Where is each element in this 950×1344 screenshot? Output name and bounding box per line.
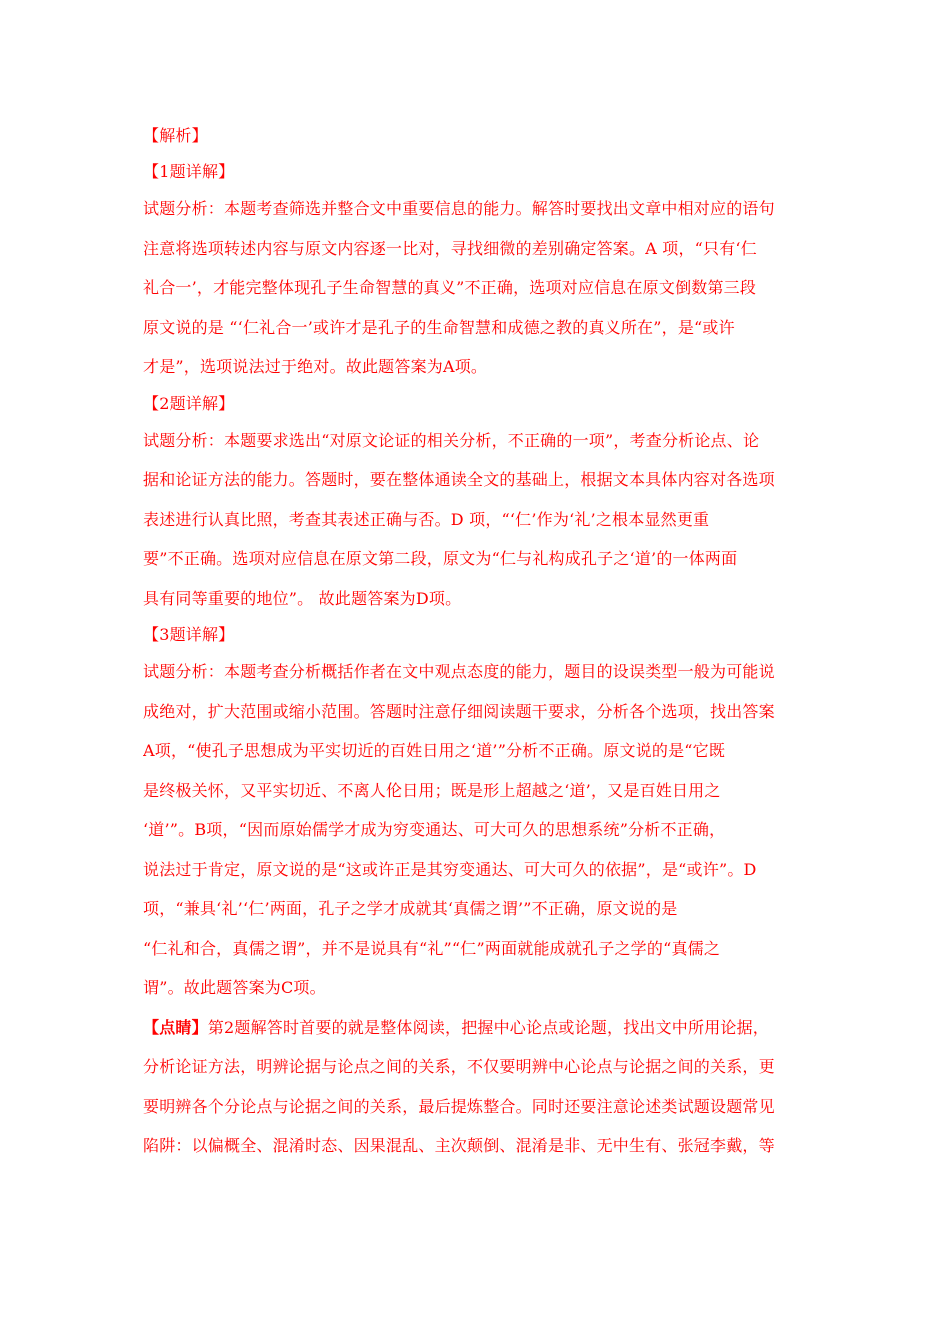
dianjing-line-3: 要明辨各个分论点与论据之间的关系，最后提炼整合。同时还要注意论述类试题设题常见 bbox=[143, 1096, 775, 1116]
q3-line-4: 是终极关怀，又平实切近、不离人伦日用；既是形上超越之‘道’，又是百姓日用之 bbox=[143, 780, 721, 800]
jiexi-heading: 【解析】 bbox=[143, 126, 208, 145]
dianjing-heading: 【点睛】 bbox=[143, 1017, 208, 1037]
q2-line-3: 表述进行认真比照，考查其表述正确与否。D 项，“‘仁’作为‘礼’之根本显然更重 bbox=[143, 509, 710, 529]
q1-line-1: 试题分析：本题考查筛选并整合文中重要信息的能力。解答时要找出文章中相对应的语句 bbox=[143, 199, 775, 218]
q2-paragraph bbox=[143, 421, 813, 619]
dianjing-paragraph bbox=[143, 1008, 813, 1166]
dianjing-line-2: 分析论证方法，明辨论据与论点之间的关系，不仅要明辨中心论点与论据之间的关系，更 bbox=[143, 1057, 775, 1076]
q2-heading: 【2题详解】 bbox=[143, 393, 235, 413]
q1-line-3: 礼合一’，才能完整体现孔子生命智慧的真义”不正确，选项对应信息在原文倒数第三段 bbox=[143, 278, 757, 297]
q1-paragraph bbox=[143, 189, 813, 387]
dianjing-line-1-text: 第2题解答时首要的就是整体阅读，把握中心论点或论题，找出文中所用论据， bbox=[207, 1017, 769, 1037]
q3-heading: 【3题详解】 bbox=[143, 625, 235, 644]
q3-line-6: 说法过于肯定，原文说的是“这或许正是其穷变通达、可大可久的依据”，是“或许”。D bbox=[143, 859, 757, 879]
document-page bbox=[143, 119, 813, 1166]
q3-paragraph bbox=[143, 652, 813, 1008]
q3-line-2: 成绝对，扩大范围或缩小范围。答题时注意仔细阅读题干要求，分析各个选项，找出答案 bbox=[143, 701, 775, 721]
q1-line-5: 才是”，选项说法过于绝对。故此题答案为A项。 bbox=[143, 357, 488, 376]
q3-line-3: A项，“使孔子思想成为平实切近的百姓日用之‘道’”分析不正确。原文说的是“它既 bbox=[143, 741, 726, 760]
q3-line-1: 试题分析：本题考查分析概括作者在文中观点态度的能力，题目的设误类型一般为可能说 bbox=[143, 662, 775, 681]
q3-line-9: 谓”。故此题答案为C项。 bbox=[143, 978, 326, 997]
q2-line-5: 具有同等重要的地位”。 故此题答案为D项。 bbox=[143, 588, 462, 608]
q3-line-8: “仁礼和合，真儒之谓”，并不是说具有“礼”“仁”两面就能成就孔子之学的“真儒之 bbox=[143, 938, 721, 958]
q2-line-2: 据和论证方法的能力。答题时，要在整体通读全文的基础上，根据文本具体内容对各选项 bbox=[143, 470, 775, 489]
q1-line-2: 注意将选项转述内容与原文内容逐一比对，寻找细微的差别确定答案。A 项，“只有‘仁 bbox=[143, 238, 757, 258]
q1-line-4: 原文说的是 “‘仁礼合一’或许才是孔子的生命智慧和成德之教的真义所在”，是“或许 bbox=[143, 317, 735, 337]
q3-line-7: 项，“兼具‘礼’‘仁’两面，孔子之学才成就其‘真儒之谓’”不正确，原文说的是 bbox=[143, 899, 678, 918]
dianjing-line-1 bbox=[143, 1008, 813, 1048]
q2-line-4: 要”不正确。选项对应信息在原文第二段，原文为“仁与礼构成孔子之‘道’的一体两面 bbox=[143, 549, 738, 568]
q2-line-1: 试题分析：本题要求选出“对原文论证的相关分析，不正确的一项”，考查分析论点、论 bbox=[143, 430, 760, 450]
q3-line-5: ‘道’”。B项，“因而原始儒学才成为穷变通达、可大可久的思想系统”分析不正确， bbox=[143, 820, 726, 839]
q1-heading: 【1题详解】 bbox=[143, 162, 235, 181]
dianjing-line-4: 陷阱：以偏概全、混淆时态、因果混乱、主次颠倒、混淆是非、无中生有、张冠李戴，等 bbox=[143, 1136, 775, 1155]
